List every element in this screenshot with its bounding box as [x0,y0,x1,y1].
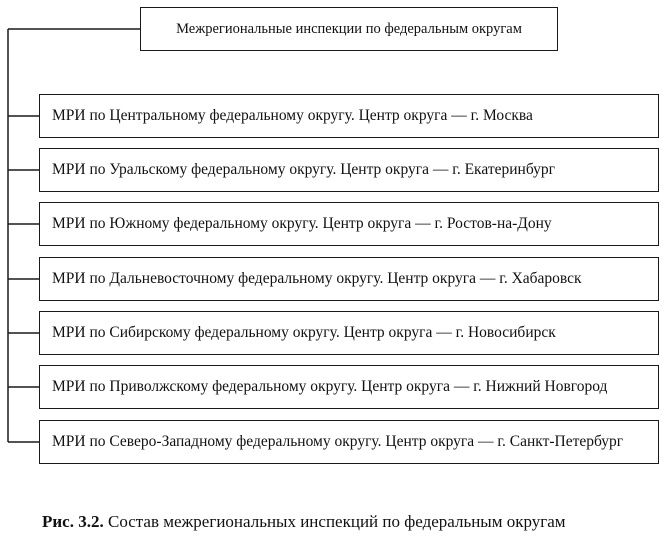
figure-caption [42,512,566,532]
branch-node-label: МРИ по Центральному федеральному округу. Центр округа — г. Москва [52,107,533,124]
branch-node-label: МРИ по Северо-Западному федеральному округу. Центр округа — г. Санкт-Петербург [52,433,624,450]
branch-node-far-east [39,257,659,301]
figure-caption-label: Рис. 3.2. [42,512,104,531]
branch-node-central [39,94,659,138]
branch-node-label: МРИ по Дальневосточному федеральному округу. Центр округа — г. Хабаровск [52,270,582,287]
root-node [140,7,558,51]
branch-node-northwest [39,420,659,464]
figure-caption-text: Состав межрегиональных инспекций по федеральным округам [103,512,566,531]
branch-node-volga [39,365,659,409]
root-node-label: Межрегиональные инспекции по федеральным округам [176,20,522,37]
branch-node-label: МРИ по Приволжскому федеральному округу. Центр округа — г. Нижний Новгород [52,378,608,395]
branch-node-label: МРИ по Сибирскому федеральному округу. Центр округа — г. Новосибирск [52,324,556,341]
branch-node-siberia [39,311,659,355]
branch-node-ural [39,148,659,192]
branch-node-label: МРИ по Южному федеральному округу. Центр округа — г. Ростов-на-Дону [52,215,552,232]
branch-node-label: МРИ по Уральскому федеральному округу. Центр округа — г. Екатеринбург [52,161,555,178]
branch-node-south [39,202,659,246]
